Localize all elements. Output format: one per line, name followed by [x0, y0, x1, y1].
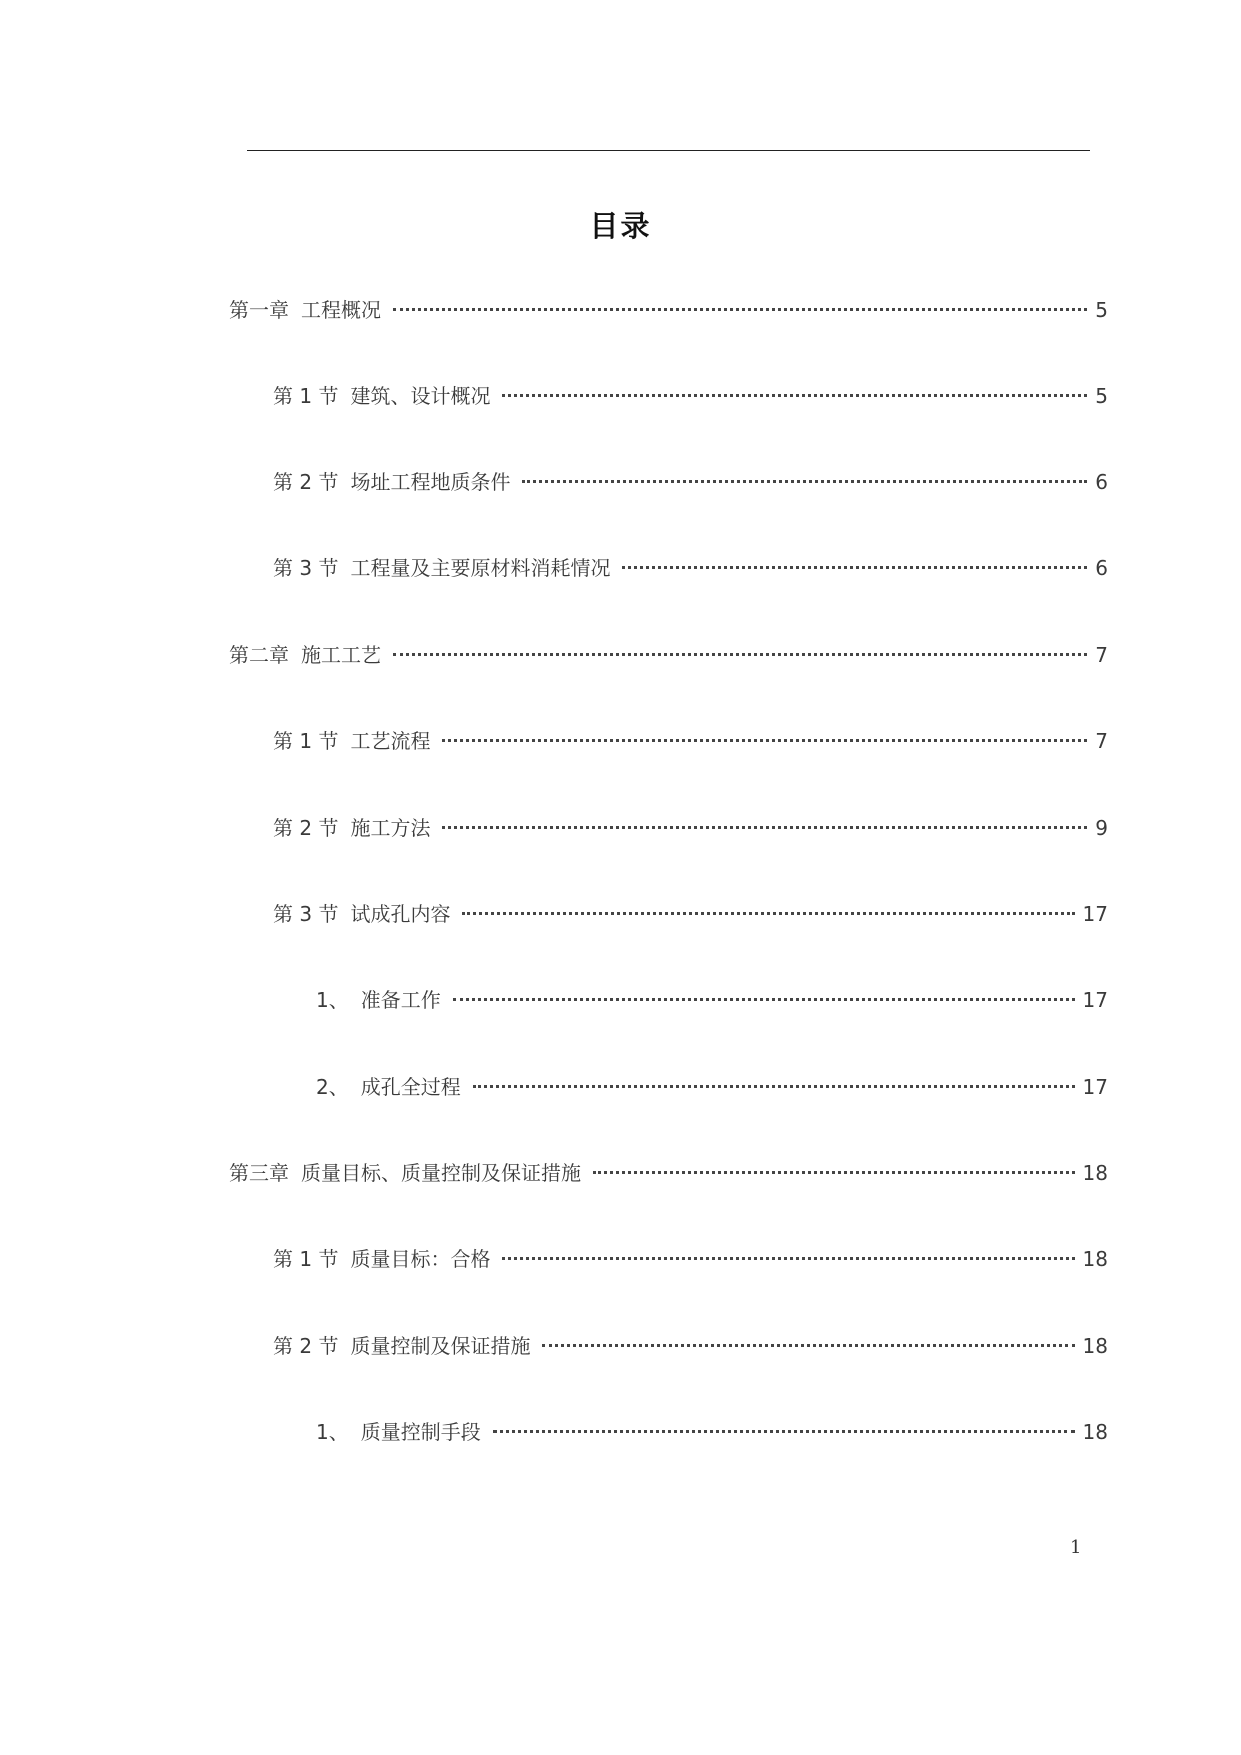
toc-entry-text: 场址工程地质条件	[350, 470, 511, 494]
dot-leader	[622, 566, 1087, 569]
toc-entry[interactable]	[316, 1072, 1108, 1102]
toc-entry-text: 成孔全过程	[360, 1075, 461, 1099]
toc-entry[interactable]	[229, 1158, 1108, 1188]
toc-entry-text: 建筑、设计概况	[350, 384, 491, 408]
toc-entry-text: 施工方法	[350, 816, 431, 840]
toc-entry-text: 工艺流程	[350, 729, 431, 753]
toc-entry-page: 18	[1082, 1247, 1108, 1271]
toc-entry[interactable]	[273, 813, 1108, 843]
toc-entry-number: 第 2 节	[273, 470, 339, 494]
page-number: 1	[1070, 1537, 1082, 1558]
dot-leader	[502, 394, 1087, 397]
toc-entry-text: 工程概况	[301, 298, 381, 322]
toc-entry[interactable]	[273, 381, 1108, 411]
toc-entry-page: 5	[1095, 298, 1108, 322]
dot-leader	[473, 1085, 1075, 1088]
dot-leader	[453, 998, 1075, 1001]
toc-entry-number: 第 1 节	[273, 729, 339, 753]
toc-entry-text: 质量控制手段	[360, 1420, 481, 1444]
toc-entry-text: 工程量及主要原材料消耗情况	[350, 556, 611, 580]
toc-entry-number: 2、	[316, 1075, 349, 1099]
toc-entry[interactable]	[316, 1417, 1108, 1447]
toc-entry-number: 1、	[316, 988, 349, 1012]
toc-entry-number: 第 3 节	[273, 902, 339, 926]
toc-entry-page: 18	[1082, 1334, 1108, 1358]
toc-entry-number: 第二章	[229, 643, 289, 667]
toc-entry-page: 17	[1082, 902, 1108, 926]
toc-entry-text: 质量控制及保证措施	[350, 1334, 531, 1358]
toc-entry-page: 18	[1082, 1161, 1108, 1185]
toc-entry-number: 第 2 节	[273, 816, 339, 840]
toc-title: 目录	[589, 209, 652, 243]
toc-entry-number: 1、	[316, 1420, 349, 1444]
dot-leader	[442, 826, 1087, 829]
toc-entry[interactable]	[229, 295, 1108, 325]
dot-leader	[502, 1257, 1074, 1260]
toc-entry[interactable]	[273, 553, 1108, 583]
toc-entry-text: 质量目标：合格	[350, 1247, 491, 1271]
dot-leader	[393, 308, 1087, 311]
toc-entry-page: 17	[1082, 1075, 1108, 1099]
toc-entry-number: 第 1 节	[273, 384, 339, 408]
dot-leader	[442, 739, 1087, 742]
toc-entry-page: 7	[1095, 729, 1108, 753]
toc-entry-page: 18	[1082, 1420, 1108, 1444]
toc-entry-page: 7	[1095, 643, 1108, 667]
toc-entry-page: 17	[1082, 988, 1108, 1012]
toc-entry-page: 6	[1095, 470, 1108, 494]
toc-entry-page: 5	[1095, 384, 1108, 408]
toc-entry-text: 质量目标、质量控制及保证措施	[301, 1161, 581, 1185]
toc-entry-number: 第三章	[229, 1161, 289, 1185]
toc-entry-number: 第 1 节	[273, 1247, 339, 1271]
toc-entry[interactable]	[229, 640, 1108, 670]
dot-leader	[593, 1171, 1075, 1174]
toc-entry[interactable]	[273, 1244, 1108, 1274]
toc-entry-page: 9	[1095, 816, 1108, 840]
toc-entry[interactable]	[273, 899, 1108, 929]
dot-leader	[493, 1430, 1075, 1433]
dot-leader	[462, 912, 1074, 915]
toc-entry-text: 施工工艺	[301, 643, 381, 667]
toc-entry-number: 第 2 节	[273, 1334, 339, 1358]
toc-entry[interactable]	[273, 467, 1108, 497]
toc-entry-page: 6	[1095, 556, 1108, 580]
toc-entry[interactable]	[273, 1331, 1108, 1361]
toc-entry[interactable]	[316, 985, 1108, 1015]
dot-leader	[393, 653, 1087, 656]
dot-leader	[522, 480, 1087, 483]
toc-entry[interactable]	[273, 726, 1108, 756]
toc-entry-number: 第一章	[229, 298, 289, 322]
toc-entry-number: 第 3 节	[273, 556, 339, 580]
toc-entry-text: 试成孔内容	[350, 902, 451, 926]
toc-entry-text: 准备工作	[360, 988, 441, 1012]
dot-leader	[542, 1344, 1074, 1347]
header-rule	[247, 150, 1090, 151]
